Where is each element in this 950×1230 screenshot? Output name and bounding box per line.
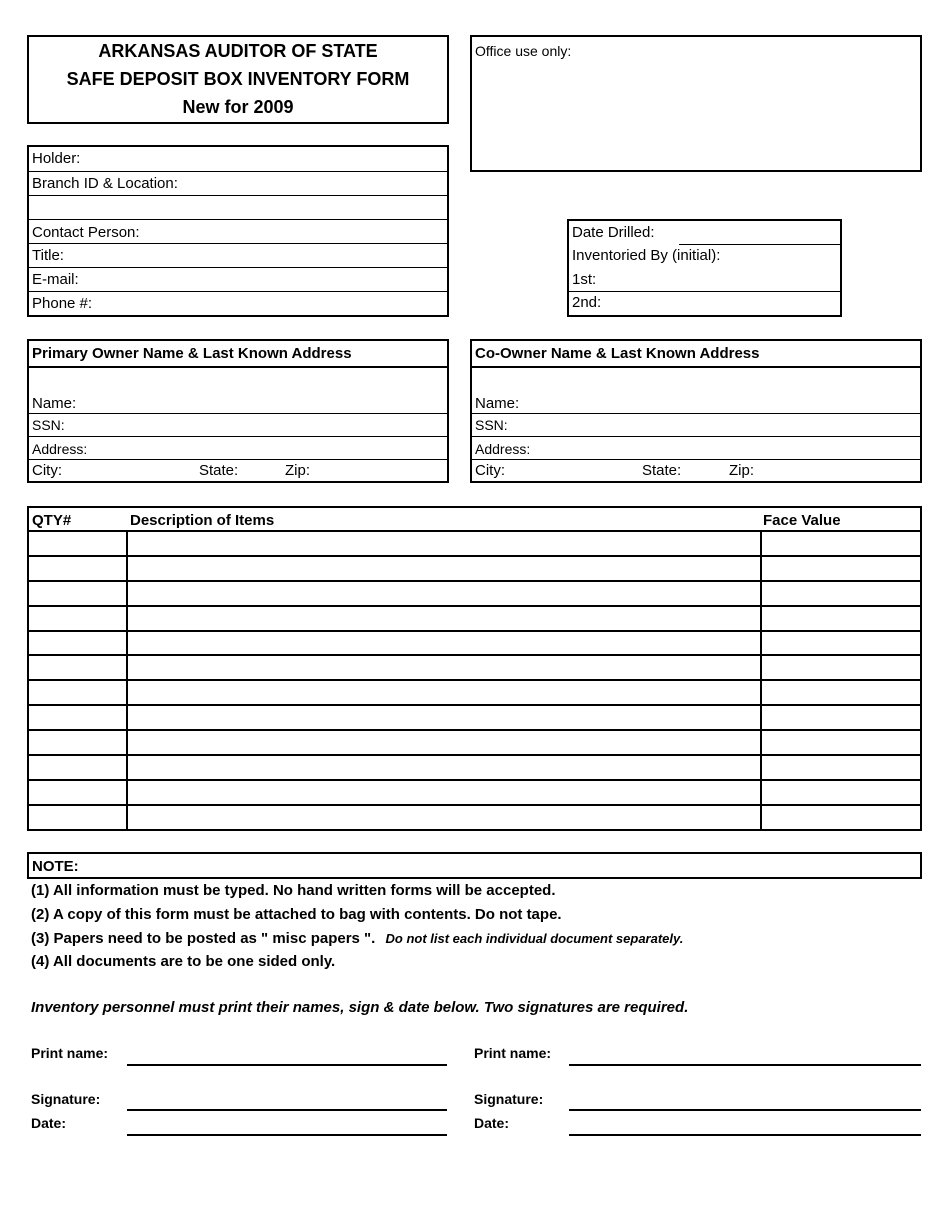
primary-owner-heading: Primary Owner Name & Last Known Address [29, 341, 447, 368]
email-field[interactable] [29, 268, 447, 292]
branch-field[interactable] [29, 172, 447, 196]
office-use-box [470, 35, 922, 172]
table-row[interactable] [29, 657, 920, 682]
qty-header: QTY# [32, 512, 72, 529]
note-item-1: (1) All information must be typed. No hand written forms will be accepted. [31, 882, 556, 899]
left-date-line[interactable] [127, 1134, 447, 1136]
left-print-name-line[interactable] [127, 1064, 447, 1066]
inventoried-by-label: Inventoried By (initial): [572, 247, 721, 264]
primary-owner-name-field[interactable] [29, 368, 447, 414]
second-initial-field[interactable] [569, 292, 840, 317]
note-item-4: (4) All documents are to be one sided only. [31, 953, 336, 970]
value-column-divider [760, 532, 762, 829]
table-row[interactable] [29, 681, 920, 706]
left-print-name-label: Print name: [31, 1045, 109, 1061]
first-initial-field[interactable] [569, 269, 840, 292]
table-row[interactable] [29, 557, 920, 582]
co-owner-address-field[interactable] [472, 437, 920, 460]
primary-owner-ssn-label: SSN: [32, 417, 65, 433]
description-header: Description of Items [130, 512, 275, 529]
primary-owner-ssn-field[interactable] [29, 414, 447, 437]
title-label: Title: [32, 247, 64, 264]
form-subtitle: New for 2009 [182, 97, 294, 117]
table-row[interactable] [29, 582, 920, 607]
second-initial-label: 2nd: [572, 294, 602, 311]
right-signature-label: Signature: [474, 1091, 544, 1107]
form-title-box [27, 35, 449, 124]
holder-info-box [27, 145, 449, 317]
note-item-2: (2) A copy of this form must be attached to bag with contents. Do not tape. [31, 906, 562, 923]
right-date-label: Date: [474, 1115, 510, 1131]
form-title: SAFE DEPOSIT BOX INVENTORY FORM [66, 69, 410, 89]
office-use-label: Office use only: [475, 43, 572, 59]
title-field[interactable] [29, 244, 447, 268]
table-row[interactable] [29, 607, 920, 632]
qty-column-divider [126, 532, 128, 829]
right-signature-line[interactable] [569, 1109, 921, 1111]
date-drilled-label: Date Drilled: [572, 224, 655, 241]
primary-owner-city-row[interactable] [29, 460, 447, 483]
drill-info-box [567, 219, 842, 317]
items-table-header [29, 508, 920, 532]
branch-field-continued[interactable] [29, 196, 447, 220]
co-owner-state-label: State: [642, 462, 682, 479]
primary-owner-city-label: City: [32, 462, 62, 479]
signature-instruction: Inventory personnel must print their names, sign & date below. Two signatures are required. [31, 999, 689, 1016]
co-owner-name-field[interactable] [472, 368, 920, 414]
left-date-label: Date: [31, 1115, 67, 1131]
holder-label: Holder: [32, 150, 81, 167]
right-print-name-line[interactable] [569, 1064, 921, 1066]
left-signature-line[interactable] [127, 1109, 447, 1111]
primary-owner-box [27, 339, 449, 483]
face-value-header: Face Value [763, 512, 841, 529]
co-owner-zip-label: Zip: [729, 462, 755, 479]
primary-owner-name-label: Name: [32, 395, 77, 412]
left-signature-label: Signature: [31, 1091, 101, 1107]
co-owner-heading: Co-Owner Name & Last Known Address [472, 341, 920, 368]
agency-title: ARKANSAS AUDITOR OF STATE [98, 41, 378, 61]
first-initial-label: 1st: [572, 271, 597, 288]
co-owner-box [470, 339, 922, 483]
right-date-line[interactable] [569, 1134, 921, 1136]
holder-field[interactable] [29, 147, 447, 172]
right-print-name-label: Print name: [474, 1045, 552, 1061]
phone-label: Phone #: [32, 295, 93, 312]
co-owner-city-row[interactable] [472, 460, 920, 483]
primary-owner-address-field[interactable] [29, 437, 447, 460]
contact-label: Contact Person: [32, 224, 140, 241]
email-label: E-mail: [32, 271, 79, 288]
co-owner-ssn-label: SSN: [475, 417, 508, 433]
primary-owner-zip-label: Zip: [285, 462, 311, 479]
contact-field[interactable] [29, 220, 447, 244]
note-box [27, 852, 922, 879]
table-row[interactable] [29, 731, 920, 756]
table-row[interactable] [29, 532, 920, 557]
co-owner-name-label: Name: [475, 395, 520, 412]
table-row[interactable] [29, 632, 920, 657]
primary-owner-address-label: Address: [32, 441, 88, 457]
co-owner-city-label: City: [475, 462, 505, 479]
items-table [27, 506, 922, 831]
table-row[interactable] [29, 781, 920, 806]
note-item-3-main: (3) Papers need to be posted as " misc papers ". [31, 930, 376, 947]
note-heading: NOTE: [32, 858, 79, 875]
branch-label: Branch ID & Location: [32, 175, 178, 192]
table-row[interactable] [29, 756, 920, 781]
primary-owner-state-label: State: [199, 462, 239, 479]
phone-field[interactable] [29, 292, 447, 317]
co-owner-address-label: Address: [475, 441, 531, 457]
table-row[interactable] [29, 806, 920, 831]
co-owner-ssn-field[interactable] [472, 414, 920, 437]
date-drilled-field[interactable] [569, 221, 840, 245]
table-row[interactable] [29, 706, 920, 731]
note-item-3-italic: Do not list each individual document separately. [385, 931, 684, 946]
note-item-3 [31, 930, 683, 947]
